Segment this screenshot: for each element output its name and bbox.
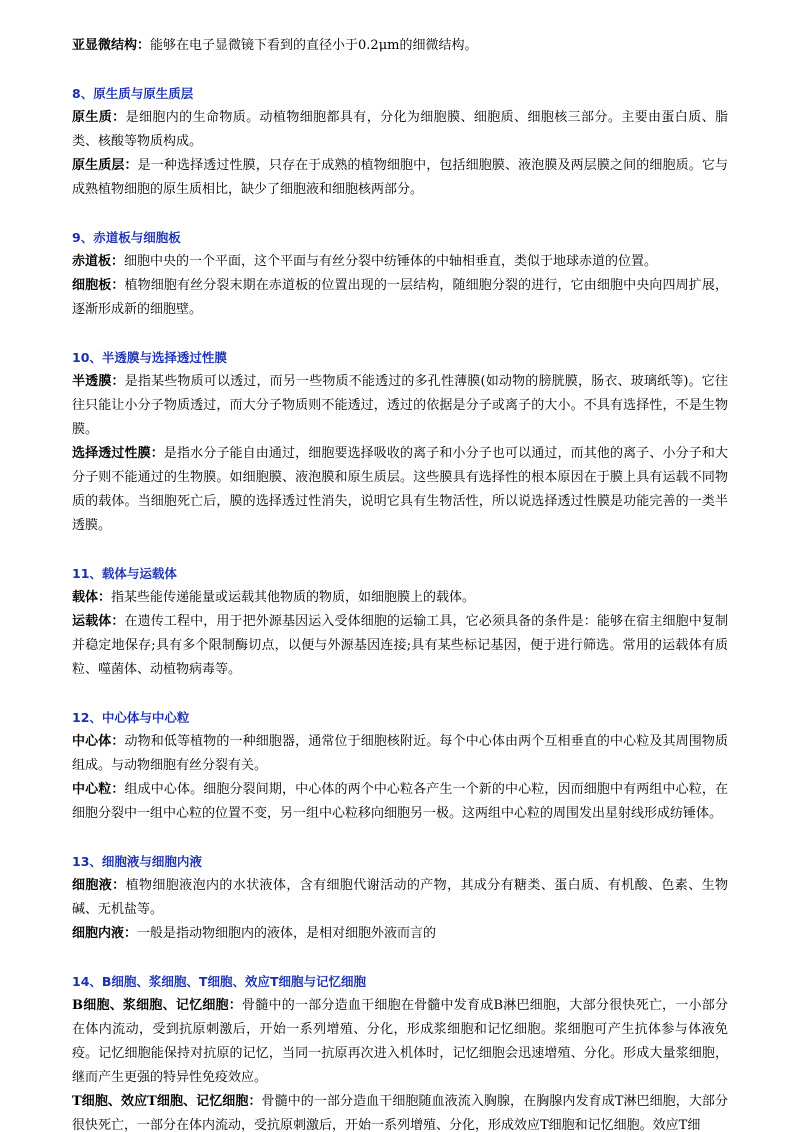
term-definition: 动物和低等植物的一种细胞器，通常位于细胞核附近。每个中心体由两个互相垂直的中心粒及其周围物质组成。与动物细胞有丝分裂有关。: [72, 734, 728, 773]
definition-paragraph: [72, 370, 728, 442]
section-11: [72, 562, 728, 682]
definition-paragraph: [72, 730, 728, 778]
term-label: 中心体：: [72, 734, 125, 749]
term-label: 细胞液：: [72, 878, 126, 893]
term-label: 载体：: [72, 590, 112, 605]
section-10: [72, 346, 728, 538]
term-definition: 能够在电子显微镜下看到的直径小于0.2μm的细微结构。: [150, 38, 478, 53]
definition-paragraph: [72, 106, 728, 154]
intro-paragraph: [72, 34, 728, 58]
section-12: [72, 706, 728, 826]
term-definition: 是指某些物质可以透过，而另一些物质不能透过的多孔性薄膜(如动物的膀胱膜，肠衣、玻璃纸等)。它往往只能让小分子物质透过，而大分子物质则不能透过，透过的依据是分子或离子的大小。不具有选择性，不是生物膜。: [72, 374, 728, 437]
term-definition: 细胞中央的一个平面，这个平面与有丝分裂中纺锤体的中轴相垂直，类似于地球赤道的位置。: [124, 254, 658, 269]
term-definition: 组成中心体。细胞分裂间期，中心体的两个中心粒各产生一个新的中心粒，因而细胞中有两组中心粒，在细胞分裂中一组中心粒的位置不变，另一组中心粒移向细胞另一极。这两组中心粒的周围发出星射线形成纺锤体。: [72, 782, 728, 821]
term-label: 原生质层：: [72, 158, 138, 173]
definition-paragraph: [72, 778, 728, 826]
term-definition: 是指水分子能自由通过，细胞要选择吸收的离子和小分子也可以通过，而其他的离子、小分子和大分子则不能通过的生物膜。如细胞膜、液泡膜和原生质层。这些膜具有选择性的根本原因在于膜上具有运载不同物质的载体。当细胞死亡后，膜的选择透过性消失，说明它具有生物活性，所以说选择透过性膜是功能完善的一类半透膜。: [72, 446, 728, 533]
term-definition: 骨髓中的一部分造血干细胞在骨髓中发育成B淋巴细胞，大部分很快死亡，一小部分在体内流动，受到抗原刺激后，开始一系列增殖、分化，形成浆细胞和记忆细胞。浆细胞可产生抗体参与体液免疫。记忆细胞能保持对抗原的记忆，当同一抗原再次进入机体时，记忆细胞会迅速增殖、分化。形成大量浆细胞，继而产生更强的特异性免疫效应。: [72, 998, 728, 1085]
section-heading: 14、B细胞、浆细胞、T细胞、效应T细胞与记忆细胞: [72, 974, 366, 989]
term-definition: 骨髓中的一部分造血干细胞随血液流入胸腺，在胸腺内发育成T淋巴细胞，大部分很快死亡，一部分在体内流动，受抗原刺激后，开始一系列增殖、分化，形成效应T细胞和记忆细胞。效应T细: [72, 1094, 728, 1132]
term-label: B细胞、浆细胞、记忆细胞：: [72, 998, 243, 1013]
term-label: 亚显微结构：: [72, 38, 151, 53]
section-13: [72, 850, 728, 946]
term-label: 运载体：: [72, 614, 125, 629]
definition-paragraph: [72, 922, 728, 946]
section-heading: 8、原生质与原生质层: [72, 86, 194, 101]
section-14: [72, 970, 728, 1132]
term-definition: 植物细胞有丝分裂末期在赤道板的位置出现的一层结构，随细胞分裂的进行，它由细胞中央向四周扩展，逐渐形成新的细胞壁。: [72, 278, 728, 317]
definition-paragraph: [72, 274, 728, 322]
term-label: 赤道板：: [72, 254, 125, 269]
definition-paragraph: [72, 154, 728, 202]
definition-paragraph: [72, 250, 728, 274]
term-label: 细胞板：: [72, 278, 125, 293]
section-heading: 9、赤道板与细胞板: [72, 230, 181, 245]
term-definition: 是一种选择透过性膜，只存在于成熟的植物细胞中，包括细胞膜、液泡膜及两层膜之间的细胞质。它与成熟植物细胞的原生质相比，缺少了细胞液和细胞核两部分。: [72, 158, 728, 197]
term-label: T细胞、效应T细胞、记忆细胞：: [72, 1094, 262, 1109]
term-definition: 植物细胞液泡内的水状液体，含有细胞代谢活动的产物，其成分有糖类、蛋白质、有机酸、色素、生物碱、无机盐等。: [72, 878, 728, 917]
term-label: 原生质：: [72, 110, 126, 125]
definition-paragraph: [72, 874, 728, 922]
term-label: 半透膜：: [72, 374, 125, 389]
term-label: 细胞内液：: [72, 926, 138, 941]
term-label: 选择透过性膜：: [72, 446, 164, 461]
section-heading: 10、半透膜与选择透过性膜: [72, 350, 227, 365]
term-definition: 是细胞内的生命物质。动植物细胞都具有，分化为细胞膜、细胞质、细胞核三部分。主要由蛋白质、脂类、核酸等物质构成。: [72, 110, 728, 149]
section-heading: 12、中心体与中心粒: [72, 710, 190, 725]
term-definition: 指某些能传递能量或运载其他物质的物质，如细胞膜上的载体。: [111, 590, 476, 605]
definition-paragraph: [72, 610, 728, 682]
term-label: 中心粒：: [72, 782, 125, 797]
section-9: [72, 226, 728, 322]
definition-paragraph: [72, 994, 728, 1090]
definition-paragraph: [72, 586, 728, 610]
term-definition: 在遗传工程中，用于把外源基因运入受体细胞的运输工具，它必须具备的条件是：能够在宿主细胞中复制并稳定地保存;具有多个限制酶切点，以便与外源基因连接;具有某些标记基因，便于进行筛选。常用的运载体有质粒、噬菌体、动植物病毒等。: [72, 614, 728, 677]
section-heading: 11、载体与运载体: [72, 566, 177, 581]
definition-paragraph: [72, 1090, 728, 1132]
term-definition: 一般是指动物细胞内的液体，是相对细胞外液而言的: [137, 926, 437, 941]
section-heading: 13、细胞液与细胞内液: [72, 854, 202, 869]
section-8: [72, 82, 728, 202]
definition-paragraph: [72, 442, 728, 538]
